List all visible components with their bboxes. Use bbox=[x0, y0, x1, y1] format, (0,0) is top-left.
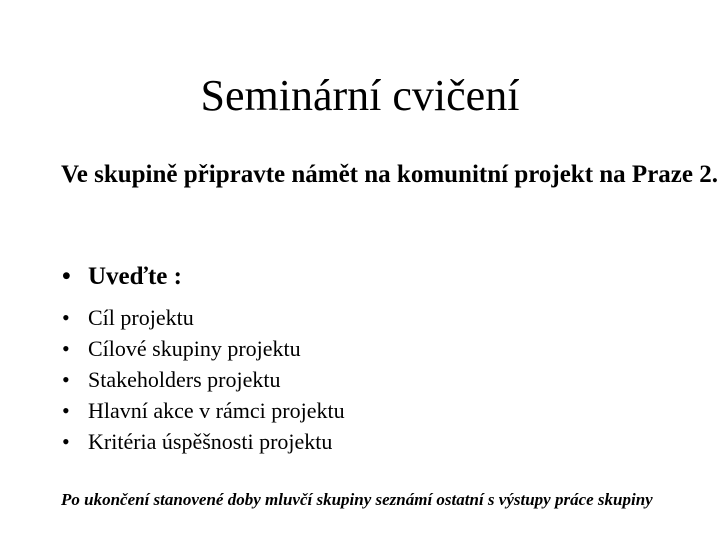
bullet-icon: • bbox=[62, 336, 70, 361]
list-item bbox=[62, 333, 345, 364]
bullet-icon: • bbox=[62, 367, 70, 392]
list-item bbox=[62, 426, 345, 457]
lead-item-label: Uveďte : bbox=[88, 263, 182, 290]
lead-bullet-item bbox=[62, 262, 182, 292]
list-item-text: Stakeholders projektu bbox=[88, 367, 281, 392]
intro-text: Ve skupině připravte námět na komunitní projekt na Praze 2. bbox=[61, 161, 718, 188]
bullet-icon: • bbox=[62, 263, 71, 290]
list-item-text: Cílové skupiny projektu bbox=[88, 336, 301, 361]
bullet-icon: • bbox=[62, 398, 70, 423]
list-item bbox=[62, 302, 345, 333]
bullet-list bbox=[62, 302, 345, 457]
list-item-text: Hlavní akce v rámci projektu bbox=[88, 398, 345, 423]
list-item bbox=[62, 395, 345, 426]
bullet-icon: • bbox=[62, 305, 70, 330]
footer-note: Po ukončení stanovené doby mluvčí skupiny seznámí ostatní s výstupy práce skupiny bbox=[61, 490, 653, 509]
list-item bbox=[62, 364, 345, 395]
list-item-text: Cíl projektu bbox=[88, 305, 194, 330]
list-item-text: Kritéria úspěšnosti projektu bbox=[88, 429, 333, 454]
bullet-icon: • bbox=[62, 429, 70, 454]
slide-title: Seminární cvičení bbox=[200, 71, 520, 120]
